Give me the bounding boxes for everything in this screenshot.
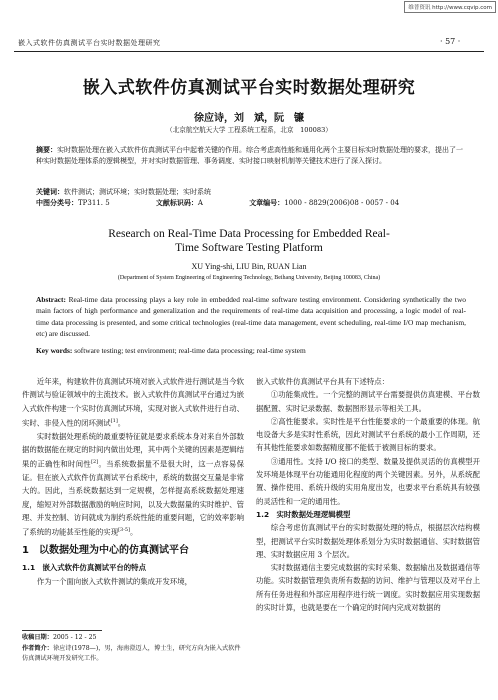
right-column (256, 375, 480, 614)
keywords-en-label: Key words: (36, 346, 73, 355)
right-paragraph-5: 综合考虑仿真测试平台的实时数据处理的特点，根据层次结构模型，把测试平台实时数据处理体系划分为实时数据通信、实时数据管理、实时数据应用 3 个层次。 (256, 523, 480, 559)
title-en (0, 227, 498, 255)
authors-en: XU Ying-shi, LIU Bin, RUAN Lian (191, 262, 307, 271)
keywords-zh-label: 关键词： (36, 188, 64, 196)
authors-zh: 徐应诗，刘 斌，阮 镰 (194, 113, 304, 124)
right-item-1: ①功能集成性。一个完整的测试平台需要提供仿真建模、平台数据配置、实时记录数据、数据图形显示等相关工具。 (256, 390, 480, 413)
abstract-en (36, 294, 466, 340)
bio-label: 作者简介： (22, 644, 53, 652)
affiliation-en: (Department of System Engineering of Engineering Technology, Beihang University, Beijing 100083, China) (117, 275, 381, 281)
received-label: 收稿日期： (22, 634, 53, 641)
abstract-zh-text: 实时数据处理在嵌入式软件仿真测试平台中起着关键的作用。综合考虑高性能和通用化两个主要目标实时数据处理的要求，提出了一种实时数据处理体系的逻辑模型，并对实时数据管理、事务调度、实时接口映射机制等关键技术进行了深入探讨。 (36, 146, 463, 166)
watermark: 维普资讯 http://www.cqvip.com (404, 1, 496, 13)
abstract-zh (36, 145, 466, 167)
page-number: · 57 · (440, 37, 461, 46)
title-en-text: Research on Real-Time Data Processing for Embedded Real-Time Software Testing Platform (108, 228, 390, 254)
keywords-en-text: software testing; test environment; real-time data processing; real-time system (74, 346, 306, 355)
classification-line (36, 198, 476, 208)
abstract-en-text: Real-time data processing plays a key role in embedded real-time software testing environment. Considering synthetically the two main factors of high performance and generalization and the requirements of real-time data acquisition and processing, a logic model of real-time data processing is presented, and some critical technologies (real-time data management, event scheduling, real-time I/O map mechanism, etc) are discussed. (36, 295, 466, 339)
author-bio: 徐应诗(1978—)，男，海南澄迈人，博士生，研究方向为嵌入式软件仿真测试环境开发研究工作。 (22, 644, 241, 662)
right-paragraph-6: 实时数据通信主要完成数据的实时采集、数据输出及数据通信等功能。实时数据管理负责所有数据的访问、维护与管理以及对平台上所有任务进程和外部应用程序进行统一调度。实时数据应用实现数据的实时计算，也就是要在一个确定的时间内完成对数据的 (256, 563, 480, 613)
right-paragraph-1: 嵌入式软件仿真测试平台具有下述特点： (256, 377, 390, 386)
running-head: 嵌入式软件仿真测试平台实时数据处理研究 (18, 39, 161, 47)
keywords-zh (36, 187, 466, 198)
section-1-heading: 1 以数据处理为中心的仿真测试平台 (22, 544, 189, 556)
right-item-3: ③通用性。支持 I/O 接口的类型、数量及提供灵活的仿真模型开发环境是体现平台功能通用化程度的两个关键因素。另外，从系统配置、操作使用、系统升级的实用角度出发，也要求平台系统具有较强的灵活性和一定的通用性。 (256, 456, 480, 506)
title-zh: 嵌入式软件仿真测试平台实时数据处理研究 (82, 78, 416, 98)
footnote (22, 633, 244, 665)
header-rule (14, 51, 484, 52)
right-item-2: ②高性能要求。实时性是平台性能要求的一个最重要的体现。航电设备大多是实时性系统，因此对测试平台系统的最小工作周期，还有其他性能要求如数据精度都不能低于被测目标的要求。 (256, 416, 480, 453)
affiliation-zh: （北京航空航天大学 工程系统工程系，北京 100083） (166, 126, 332, 134)
keywords-en (36, 346, 466, 355)
keywords-zh-text: 软件测试；测试环境；实时数据处理；实时系统 (64, 188, 211, 196)
left-column (22, 375, 244, 588)
section-1-1-heading: 1.1 嵌入式软件仿真测试平台的特点 (22, 563, 146, 573)
section-1-2-heading: 1.2 实时数据处理逻辑模型 (256, 509, 351, 519)
abstract-en-label: Abstract: (36, 295, 66, 304)
footnote-rule (22, 630, 102, 631)
doc-code-label: 文献标识码： (155, 198, 198, 207)
left-paragraph-3: 作为一个面向嵌入式软件测试的集成开发环境， (36, 576, 193, 586)
left-paragraph-1: 近年来，构建软件仿真测试环境对嵌入式软件进行测试是当今软件测试与验证领域中的主流技术。嵌入式软件仿真测试平台通过为嵌入式软件构建一个实时仿真测试环境，实现对嵌入式软件进行自动、实时、非侵入性的闭环测试[1]。 (22, 377, 244, 428)
article-no-label: 文章编号： (249, 198, 285, 207)
left-paragraph-2: 实时数据处理系统的最重要特征就是要求系统本身对来自外部数据的数据能在规定的时间内做出处理，其中两个关键的因素是逻辑结果的正确性和时间性[2]。当系统数据量不是很大时，这一点容易保证。但在嵌入式软件仿真测试平台系统中，系统的数据交互量是非常大的。因此，当系统数据达到一定规模，怎样提高系统数据处理速度，缩短对外部数据激励的响应时间，以及大数据量的实时维护、管理、并发控制、访问就成为制约系统性能的重要问题，它的效率影响了系统的功能甚至性能的实现[3-5]。 (22, 431, 244, 537)
received-date: 2005 - 12 - 25 (52, 634, 97, 641)
abstract-zh-label: 摘要： (36, 146, 57, 154)
article-no-value: 1000 - 8829(2006)08 - 0057 - 04 (284, 199, 400, 207)
doc-code-value: A (197, 199, 203, 207)
clc-value: TP311. 5 (78, 199, 110, 207)
clc-label: 中图分类号： (36, 198, 78, 207)
